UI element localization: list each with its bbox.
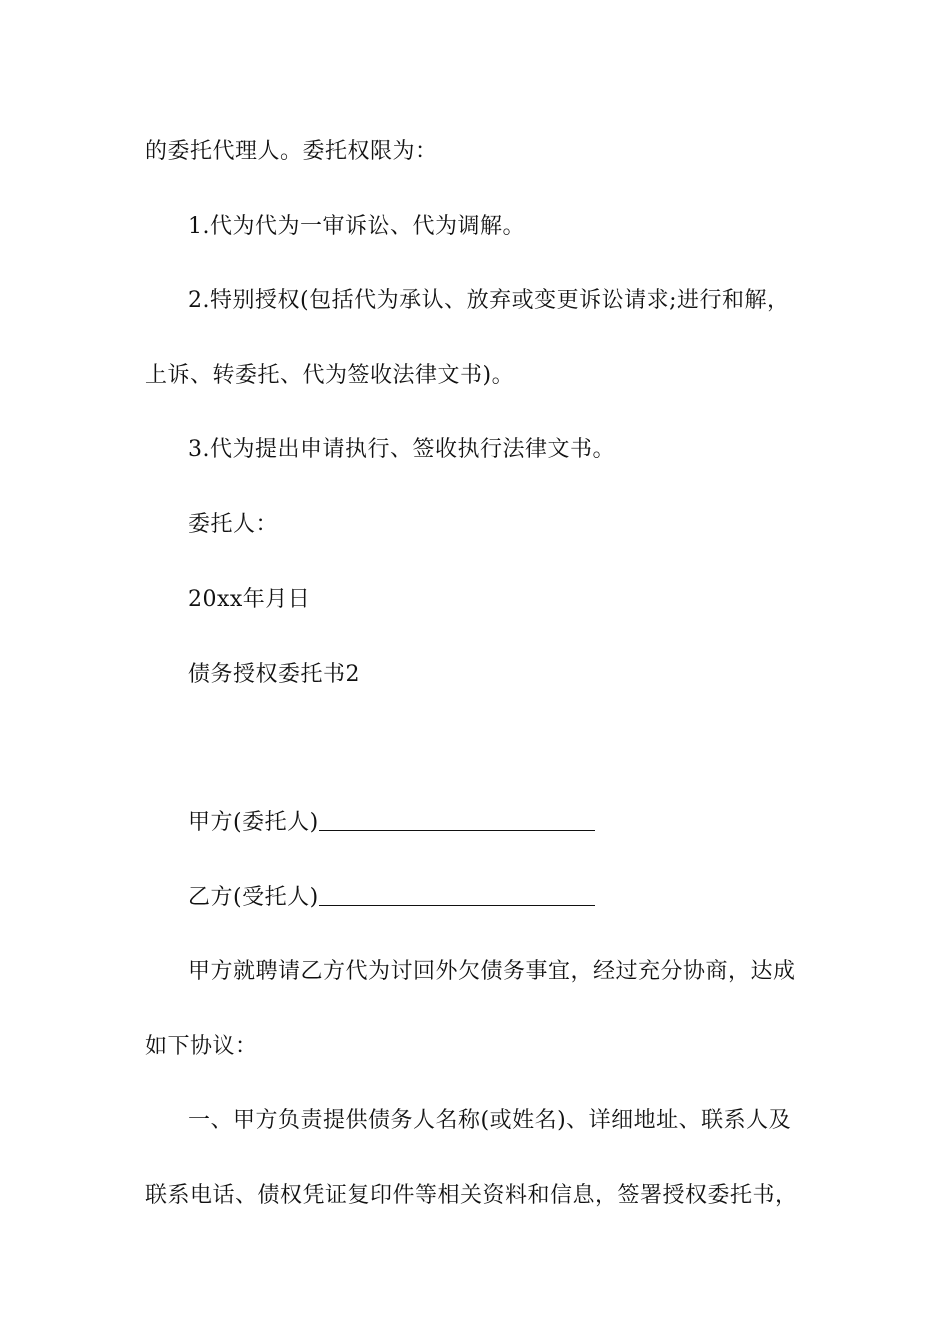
party-b-blank [319,883,595,906]
paragraph-line: 1.代为代为一审诉讼、代为调解。 [188,214,525,239]
paragraph-line: 的委托代理人。委托权限为： [145,139,438,164]
paragraph-line: 甲方就聘请乙方代为讨回外欠债务事宜，经过充分协商，达成 [188,959,796,984]
paragraph-line: 一、甲方负责提供债务人名称(或姓名)、详细地址、联系人及 [188,1108,792,1133]
paragraph-line: 如下协议： [145,1034,258,1059]
paragraph-line: 3.代为提出申请执行、签收执行法律文书。 [188,437,615,462]
paragraph-line: 上诉、转委托、代为签收法律文书)。 [145,363,515,388]
party-b-label: 乙方(受托人) [188,885,319,910]
party-b-line [188,883,595,913]
paragraph-line: 2.特别授权(包括代为承认、放弃或变更诉讼请求;进行和解， [188,288,790,313]
paragraph-line: 联系电话、债权凭证复印件等相关资料和信息，签署授权委托书， [145,1183,798,1208]
party-a-label: 甲方(委托人) [188,810,319,835]
date-line: 20xx年月日 [188,587,311,612]
signature-label: 委托人： [188,512,279,537]
section-title: 债务授权委托书2 [188,662,360,687]
party-a-blank [319,808,595,831]
party-a-line [188,808,595,838]
